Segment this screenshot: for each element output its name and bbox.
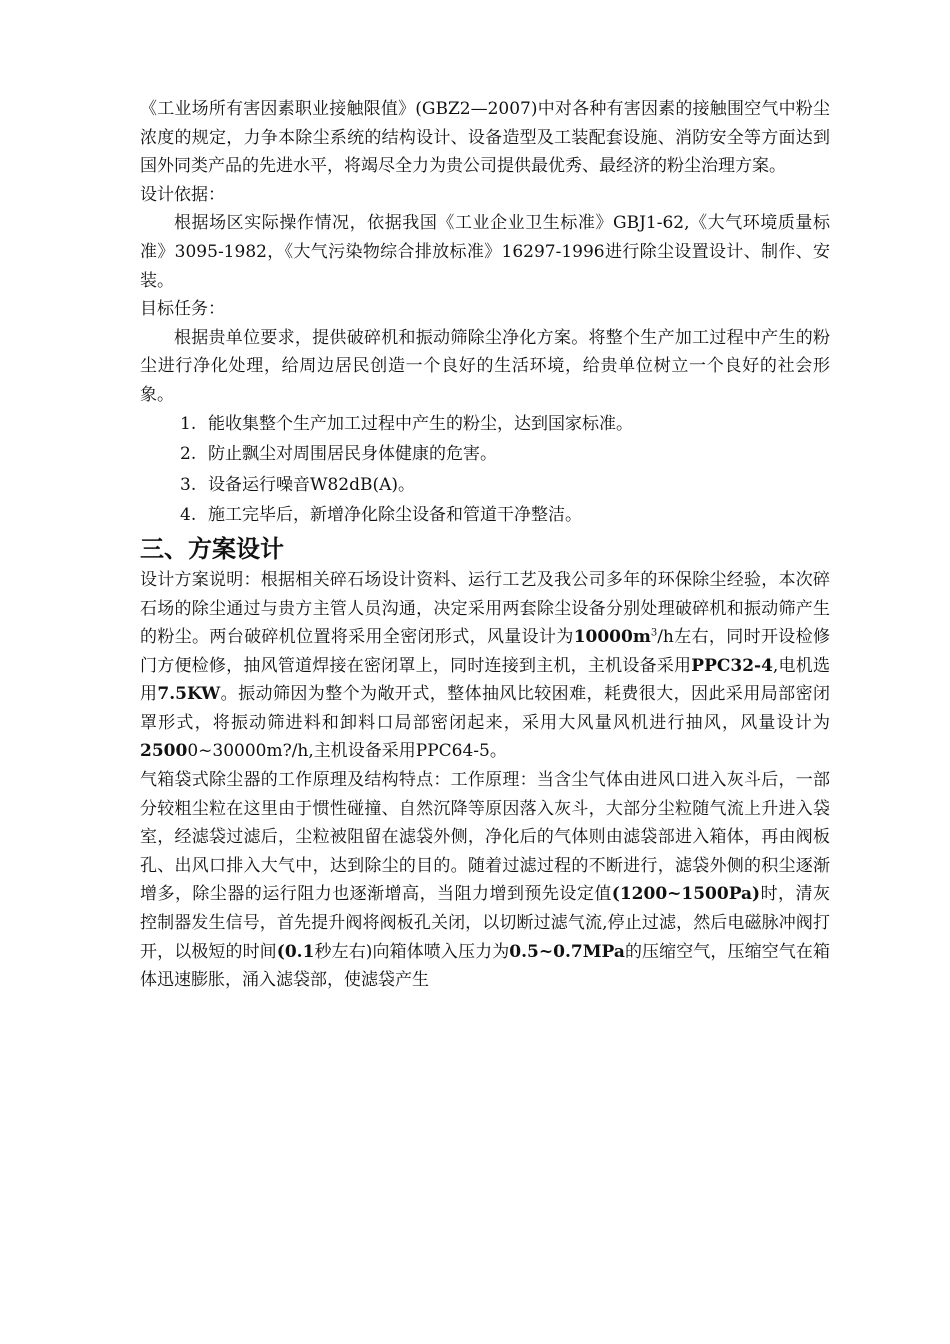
pressure-range-value: (1200~1500Pa) [611, 884, 761, 905]
basis-label: 设计依据： [140, 184, 225, 205]
list-item-number: 3. [180, 474, 197, 495]
design-text-4: 。振动筛因为整个为敞开式，整体抽风比较困难，耗费很大，因此采用局部密闭罩形式，将振动筛进料和卸料口局部密闭起来，采用大风量风机进行抽风，风量设计为 [140, 684, 830, 733]
principle-text-3: 秒左右)向箱体喷入压力为 [314, 941, 510, 962]
list-item-number: 2. [180, 444, 197, 465]
design-text-5: 0~30000m?/h,主机设备采用PPC64-5。 [187, 741, 507, 762]
list-item-number: 4. [180, 505, 197, 526]
design-text-2: /h左右，同时开设检修门方便检修，抽风管道焊接在密闭罩上，同时连接到主机，主机设备采用 [140, 627, 831, 676]
airflow-value-1: 10000m [573, 627, 651, 648]
goal-paragraph: 根据贵单位要求，提供破碎机和振动筛除尘净化方案。将整个生产加工过程中产生的粉尘进行净化处理，给周边居民创造一个良好的生活环境，给贵单位树立一个良好的社会形象。 [140, 327, 830, 405]
section-heading: 三、方案设计 [140, 534, 284, 563]
model-value-1: PPC32-4 [691, 655, 773, 676]
page-content [140, 95, 830, 995]
design-paragraph [140, 566, 830, 766]
time-value: (0.1 [276, 941, 315, 962]
principle-paragraph [140, 766, 830, 995]
list-item [140, 501, 830, 530]
goal-list [140, 410, 830, 530]
list-item [140, 471, 830, 500]
list-item-text: 能收集整个生产加工过程中产生的粉尘，达到国家标准。 [208, 413, 633, 434]
principle-text-2: 时，清灰控制器发生信号，首先提升阀将阀板孔关闭，以切断过滤气流,停止过滤，然后电磁脉冲阀打开，以极短的时间 [140, 884, 831, 962]
list-item-text: 施工完毕后，新增净化除尘设备和管道干净整洁。 [208, 505, 582, 526]
list-item-number: 1. [180, 413, 197, 434]
design-text-1: 设计方案说明：根据相关碎石场设计资料、运行工艺及我公司多年的环保除尘经验，本次碎石场的除尘通过与贵方主管人员沟通，决定采用两套除尘设备分别处理破碎机和振动筛产生的粉尘。两台破碎机位置将采用全密闭形式，风量设计为 [140, 569, 830, 648]
list-item-text: 设备运行噪音W82dB(A)。 [208, 474, 416, 495]
pulse-pressure-value: 0.5~0.7MPa [509, 941, 625, 962]
list-item-text: 防止飘尘对周围居民身体健康的危害。 [208, 444, 497, 465]
airflow-value-2: 2500 [140, 741, 188, 762]
design-text-3: ,电机选用 [140, 655, 831, 705]
intro-paragraph: 《工业场所有害因素职业接触限值》(GBZ2—2007)中对各种有害因素的接触围空气中粉尘浓度的规定，力争本除尘系统的结构设计、设备造型及工装配套设施、消防安全等方面达到国外同类产品的先进水平，将竭尽全力为贵公司提供最优秀、最经济的粉尘治理方案。 [140, 99, 830, 177]
list-item [140, 410, 830, 439]
principle-text-4: 的压缩空气，压缩空气在箱体迅速膨胀，涌入滤袋部，使滤袋产生 [140, 941, 831, 991]
basis-paragraph: 根据场区实际操作情况，依据我国《工业企业卫生标准》GBJ1-62,《大气环境质量标准》3095-1982，《大气污染物综合排放标准》16297-1996进行除尘设置设计、制作、安装。 [140, 213, 830, 291]
superscript-3: 3 [650, 627, 658, 639]
motor-power-value: 7.5KW [157, 684, 221, 705]
principle-text-1: 气箱袋式除尘器的工作原理及结构特点：工作原理：当含尘气体由进风口进入灰斗后，一部分较粗尘粒在这里由于惯性碰撞、自然沉降等原因落入灰斗，大部分尘粒随气流上升进入袋室，经滤袋过滤后，尘粒被阻留在滤袋外侧，净化后的气体则由滤袋部进入箱体，再由阀板孔、出风口排入大气中，达到除尘的目的。随着过滤过程的不断进行，滤袋外侧的积尘逐渐增多，除尘器的运行阻力也逐渐增高，当阻力增到预先设定值 [140, 770, 830, 905]
goal-label: 目标任务： [140, 299, 225, 320]
list-item [140, 440, 830, 469]
